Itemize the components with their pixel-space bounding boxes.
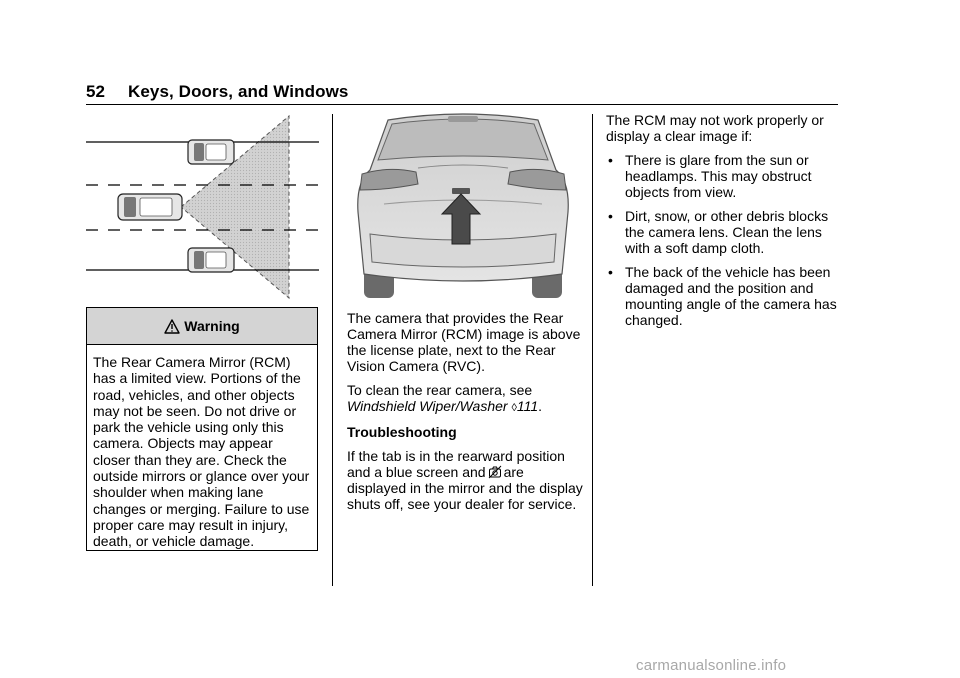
car-top-lane [188,140,234,164]
list-item: • There is glare from the sun or headlamps. This may obstruct objects from view. [608,152,812,200]
car-bottom-lane [188,248,234,272]
page-header [86,82,348,102]
warning-icon [164,319,180,334]
troubleshooting-paragraph: If the tab is in the rearward position and a blue screen and are displayed in the mirror and the display shuts off, see your dealer for service. [347,448,583,512]
column-divider-left [332,114,333,586]
column-divider-right [592,114,593,586]
rear-vehicle-illustration [348,112,578,302]
right-column [606,112,842,336]
rcm-conditions-intro: The RCM may not work properly or display a clear image if: [606,112,824,144]
warning-title: Warning [184,318,240,334]
middle-column [347,310,585,520]
list-item: • Dirt, snow, or other debris blocks the camera lens. Clean the lens with a soft damp cloth. [608,208,829,256]
warning-box [86,307,318,551]
page-section-title: Keys, Doors, and Windows [128,82,349,101]
camera-off-icon [488,465,502,479]
troubleshooting-heading: Troubleshooting [347,424,457,440]
header-rule [86,104,838,105]
page-reference-number[interactable]: 111 [516,398,539,414]
camera-view-illustration [86,112,320,302]
warning-text: The Rear Camera Mirror (RCM) has a limited view. Portions of the road, vehicles, and other objects may not be seen. Do not drive or park the vehicle using only this camera. Objects may appear closer than they are. Check the outside mirrors or glance over your shoulder when making lane changes or merging. Failure to use proper care may result in injury, death, or vehicle damage. [93,354,310,550]
page-number: 52 [86,82,106,101]
list-item: • The back of the vehicle has been damaged and the position and mounting angle of the camera has changed. [608,264,837,328]
windshield-wiper-reference[interactable]: Windshield Wiper/Washer [347,398,508,414]
clean-camera-paragraph: To clean the rear camera, see Windshield Wiper/Washer ◊111. [347,382,543,414]
warning-title-bar [87,308,317,345]
watermark: carmanualsonline.info [636,657,787,674]
own-vehicle [118,194,182,220]
page-reference-icon: ◊ [511,402,517,414]
rcm-camera-description: The camera that provides the Rear Camera Mirror (RCM) image is above the license plate, next to the Rear Vision Camera (RVC). [347,310,581,374]
